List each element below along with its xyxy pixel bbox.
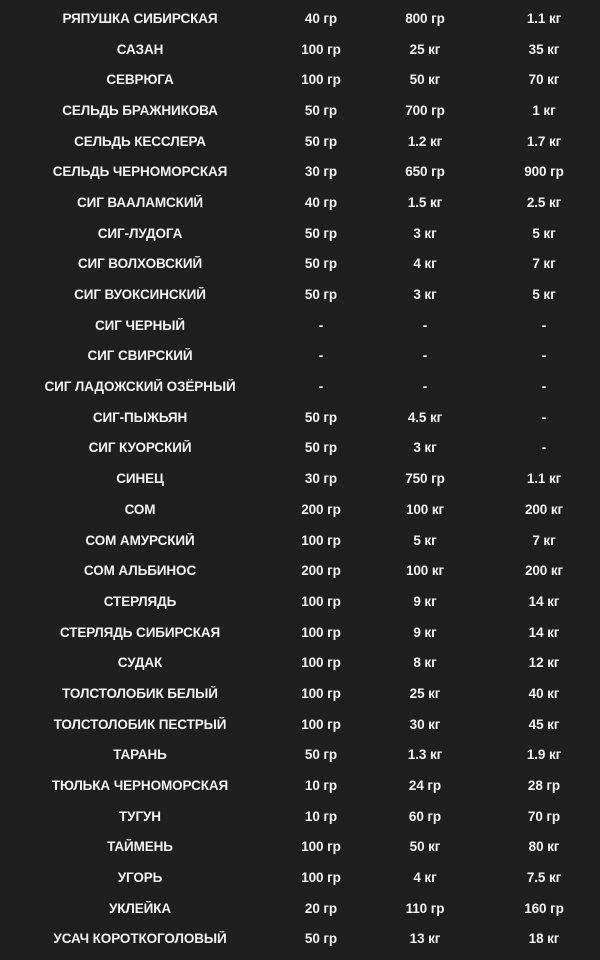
typical-weight-cell: 25 кг <box>409 41 441 57</box>
fish-name-cell: СЕВРЮГА <box>106 72 174 88</box>
fish-name-cell: СЕЛЬДЬ КЕССЛЕРА <box>74 133 206 149</box>
fish-name-cell: СИГ ВААЛАМСКИЙ <box>76 194 204 210</box>
max-weight-cell: 200 кг <box>524 501 564 517</box>
fish-name-cell: УКЛЕЙКА <box>108 900 172 916</box>
typical-weight-cell: 4.5 кг <box>407 409 443 425</box>
table-row <box>0 893 600 924</box>
min-weight-cell: 10 гр <box>304 778 338 794</box>
table-row <box>0 34 600 65</box>
fish-name-cell: СОМ АЛЬБИНОС <box>83 563 197 579</box>
max-weight-cell: 18 кг <box>528 931 560 947</box>
typical-weight-cell: 25 кг <box>409 685 441 701</box>
table-row <box>0 433 600 464</box>
min-weight-cell: 100 гр <box>301 532 341 548</box>
max-weight-cell: 12 кг <box>528 655 560 671</box>
max-weight-cell: 1 кг <box>532 102 556 118</box>
table-row <box>0 770 600 801</box>
max-weight-cell: 5 кг <box>532 225 556 241</box>
max-weight-cell: 200 кг <box>524 563 564 579</box>
typical-weight-cell: - <box>422 317 428 333</box>
min-weight-cell: 50 гр <box>304 287 338 303</box>
fish-name-cell: ТОЛСТОЛОБИК ПЕСТРЫЙ <box>53 716 227 732</box>
typical-weight-cell: 9 кг <box>413 593 437 609</box>
min-weight-cell: 50 гр <box>304 133 338 149</box>
table-row <box>0 64 600 95</box>
typical-weight-cell: 1.3 кг <box>407 747 443 763</box>
max-weight-cell: 28 гр <box>527 778 561 794</box>
table-row <box>0 678 600 709</box>
typical-weight-cell: 800 гр <box>405 10 445 26</box>
min-weight-cell: 100 гр <box>301 685 341 701</box>
table-row <box>0 463 600 494</box>
fish-name-cell: РЯПУШКА СИБИРСКАЯ <box>62 10 218 26</box>
min-weight-cell: 100 гр <box>301 839 341 855</box>
typical-weight-cell: 700 гр <box>405 102 445 118</box>
min-weight-cell: - <box>318 379 324 395</box>
typical-weight-cell: 9 кг <box>413 624 437 640</box>
fish-name-cell: СЕЛЬДЬ ЧЕРНОМОРСКАЯ <box>52 164 228 180</box>
table-row <box>0 525 600 556</box>
max-weight-cell: - <box>541 379 547 395</box>
max-weight-cell: - <box>541 348 547 364</box>
table-row <box>0 647 600 678</box>
table-row <box>0 249 600 280</box>
typical-weight-cell: 30 кг <box>409 716 441 732</box>
table-row <box>0 3 600 34</box>
fish-name-cell: СИГ ВОЛХОВСКИЙ <box>77 256 203 272</box>
min-weight-cell: 10 гр <box>304 808 338 824</box>
max-weight-cell: 7 кг <box>532 532 556 548</box>
min-weight-cell: 200 гр <box>301 501 341 517</box>
max-weight-cell: - <box>541 440 547 456</box>
fish-name-cell: СОМ <box>124 501 156 517</box>
fish-name-cell: ТУГУН <box>119 808 161 824</box>
table-row <box>0 279 600 310</box>
table-row <box>0 156 600 187</box>
fish-name-cell: УГОРЬ <box>117 870 163 886</box>
min-weight-cell: 50 гр <box>304 409 338 425</box>
typical-weight-cell: 1.5 кг <box>407 194 443 210</box>
fish-name-cell: СЕЛЬДЬ БРАЖНИКОВА <box>62 102 218 118</box>
typical-weight-cell: 3 кг <box>413 287 437 303</box>
min-weight-cell: 50 гр <box>304 225 338 241</box>
fish-name-cell: СИГ-ПЫЖЬЯН <box>92 409 188 425</box>
max-weight-cell: 70 гр <box>527 808 561 824</box>
typical-weight-cell: 100 кг <box>405 501 445 517</box>
table-row <box>0 494 600 525</box>
fish-name-cell: СИГ ВУОКСИНСКИЙ <box>74 287 206 303</box>
typical-weight-cell: - <box>422 348 428 364</box>
max-weight-cell: - <box>541 317 547 333</box>
table-row <box>0 218 600 249</box>
typical-weight-cell: 4 кг <box>413 870 437 886</box>
min-weight-cell: 50 гр <box>304 931 338 947</box>
max-weight-cell: 14 кг <box>528 624 560 640</box>
max-weight-cell: 40 кг <box>528 685 560 701</box>
table-row <box>0 126 600 157</box>
table-row <box>0 832 600 863</box>
fish-name-cell: ТОЛСТОЛОБИК БЕЛЫЙ <box>62 685 218 701</box>
min-weight-cell: 50 гр <box>304 747 338 763</box>
min-weight-cell: 50 гр <box>304 440 338 456</box>
max-weight-cell: 14 кг <box>528 593 560 609</box>
typical-weight-cell: 100 кг <box>405 563 445 579</box>
fish-name-cell: ТАЙМЕНЬ <box>107 839 173 855</box>
fish-name-cell: СТЕРЛЯДЬ СИБИРСКАЯ <box>59 624 221 640</box>
table-row <box>0 310 600 341</box>
typical-weight-cell: 3 кг <box>413 225 437 241</box>
fish-name-cell: СОМ АМУРСКИЙ <box>85 532 195 548</box>
min-weight-cell: - <box>318 348 324 364</box>
typical-weight-cell: 13 кг <box>409 931 441 947</box>
table-row <box>0 341 600 372</box>
typical-weight-cell: 60 гр <box>408 808 442 824</box>
typical-weight-cell: 4 кг <box>413 256 437 272</box>
table-row <box>0 555 600 586</box>
table-row <box>0 709 600 740</box>
min-weight-cell: - <box>318 317 324 333</box>
table-row <box>0 187 600 218</box>
min-weight-cell: 100 гр <box>301 593 341 609</box>
table-row <box>0 740 600 771</box>
fish-name-cell: СИГ СВИРСКИЙ <box>87 348 193 364</box>
min-weight-cell: 20 гр <box>304 900 338 916</box>
min-weight-cell: 40 гр <box>304 10 338 26</box>
table-row <box>0 924 600 955</box>
typical-weight-cell: 5 кг <box>413 532 437 548</box>
typical-weight-cell: 3 кг <box>413 440 437 456</box>
max-weight-cell: 45 кг <box>528 716 560 732</box>
max-weight-cell: 1.7 кг <box>526 133 562 149</box>
max-weight-cell: 7.5 кг <box>526 870 562 886</box>
max-weight-cell: 900 гр <box>524 164 564 180</box>
typical-weight-cell: - <box>422 379 428 395</box>
typical-weight-cell: 750 гр <box>405 471 445 487</box>
typical-weight-cell: 8 кг <box>413 655 437 671</box>
min-weight-cell: 100 гр <box>301 655 341 671</box>
table-row <box>0 862 600 893</box>
max-weight-cell: 2.5 кг <box>526 194 562 210</box>
min-weight-cell: 30 гр <box>304 164 338 180</box>
fish-name-cell: СИГ-ЛУДОГА <box>97 225 183 241</box>
typical-weight-cell: 24 гр <box>408 778 442 794</box>
min-weight-cell: 200 гр <box>301 563 341 579</box>
max-weight-cell: 7 кг <box>532 256 556 272</box>
max-weight-cell: 35 кг <box>528 41 560 57</box>
min-weight-cell: 100 гр <box>301 870 341 886</box>
typical-weight-cell: 50 кг <box>409 72 441 88</box>
max-weight-cell: 80 кг <box>528 839 560 855</box>
min-weight-cell: 50 гр <box>304 102 338 118</box>
table-row <box>0 371 600 402</box>
typical-weight-cell: 1.2 кг <box>407 133 443 149</box>
min-weight-cell: 100 гр <box>301 624 341 640</box>
fish-name-cell: СУДАК <box>117 655 163 671</box>
fish-name-cell: ТАРАНЬ <box>113 747 167 763</box>
table-row <box>0 402 600 433</box>
max-weight-cell: 160 гр <box>524 900 564 916</box>
min-weight-cell: 100 гр <box>301 72 341 88</box>
max-weight-cell: 1.9 кг <box>526 747 562 763</box>
typical-weight-cell: 110 гр <box>405 900 445 916</box>
fish-name-cell: СИНЕЦ <box>116 471 164 487</box>
min-weight-cell: 50 гр <box>304 256 338 272</box>
fish-name-cell: СТЕРЛЯДЬ <box>103 593 177 609</box>
max-weight-cell: 1.1 кг <box>526 10 562 26</box>
fish-name-cell: УСАЧ КОРОТКОГОЛОВЫЙ <box>53 931 227 947</box>
typical-weight-cell: 50 кг <box>409 839 441 855</box>
table-row <box>0 95 600 126</box>
max-weight-cell: 70 кг <box>528 72 560 88</box>
table-row <box>0 586 600 617</box>
table-row <box>0 617 600 648</box>
fish-name-cell: САЗАН <box>116 41 164 57</box>
max-weight-cell: 1.1 кг <box>526 471 562 487</box>
min-weight-cell: 30 гр <box>304 471 338 487</box>
min-weight-cell: 40 гр <box>304 194 338 210</box>
fish-name-cell: СИГ ЛАДОЖСКИЙ ОЗЁРНЫЙ <box>44 379 236 395</box>
max-weight-cell: - <box>541 409 547 425</box>
typical-weight-cell: 650 гр <box>405 164 445 180</box>
fish-name-cell: СИГ ЧЕРНЫЙ <box>94 317 186 333</box>
max-weight-cell: 5 кг <box>532 287 556 303</box>
min-weight-cell: 100 гр <box>301 716 341 732</box>
fish-name-cell: СИГ КУОРСКИЙ <box>88 440 192 456</box>
table-row <box>0 801 600 832</box>
fish-name-cell: ТЮЛЬКА ЧЕРНОМОРСКАЯ <box>51 778 229 794</box>
min-weight-cell: 100 гр <box>301 41 341 57</box>
